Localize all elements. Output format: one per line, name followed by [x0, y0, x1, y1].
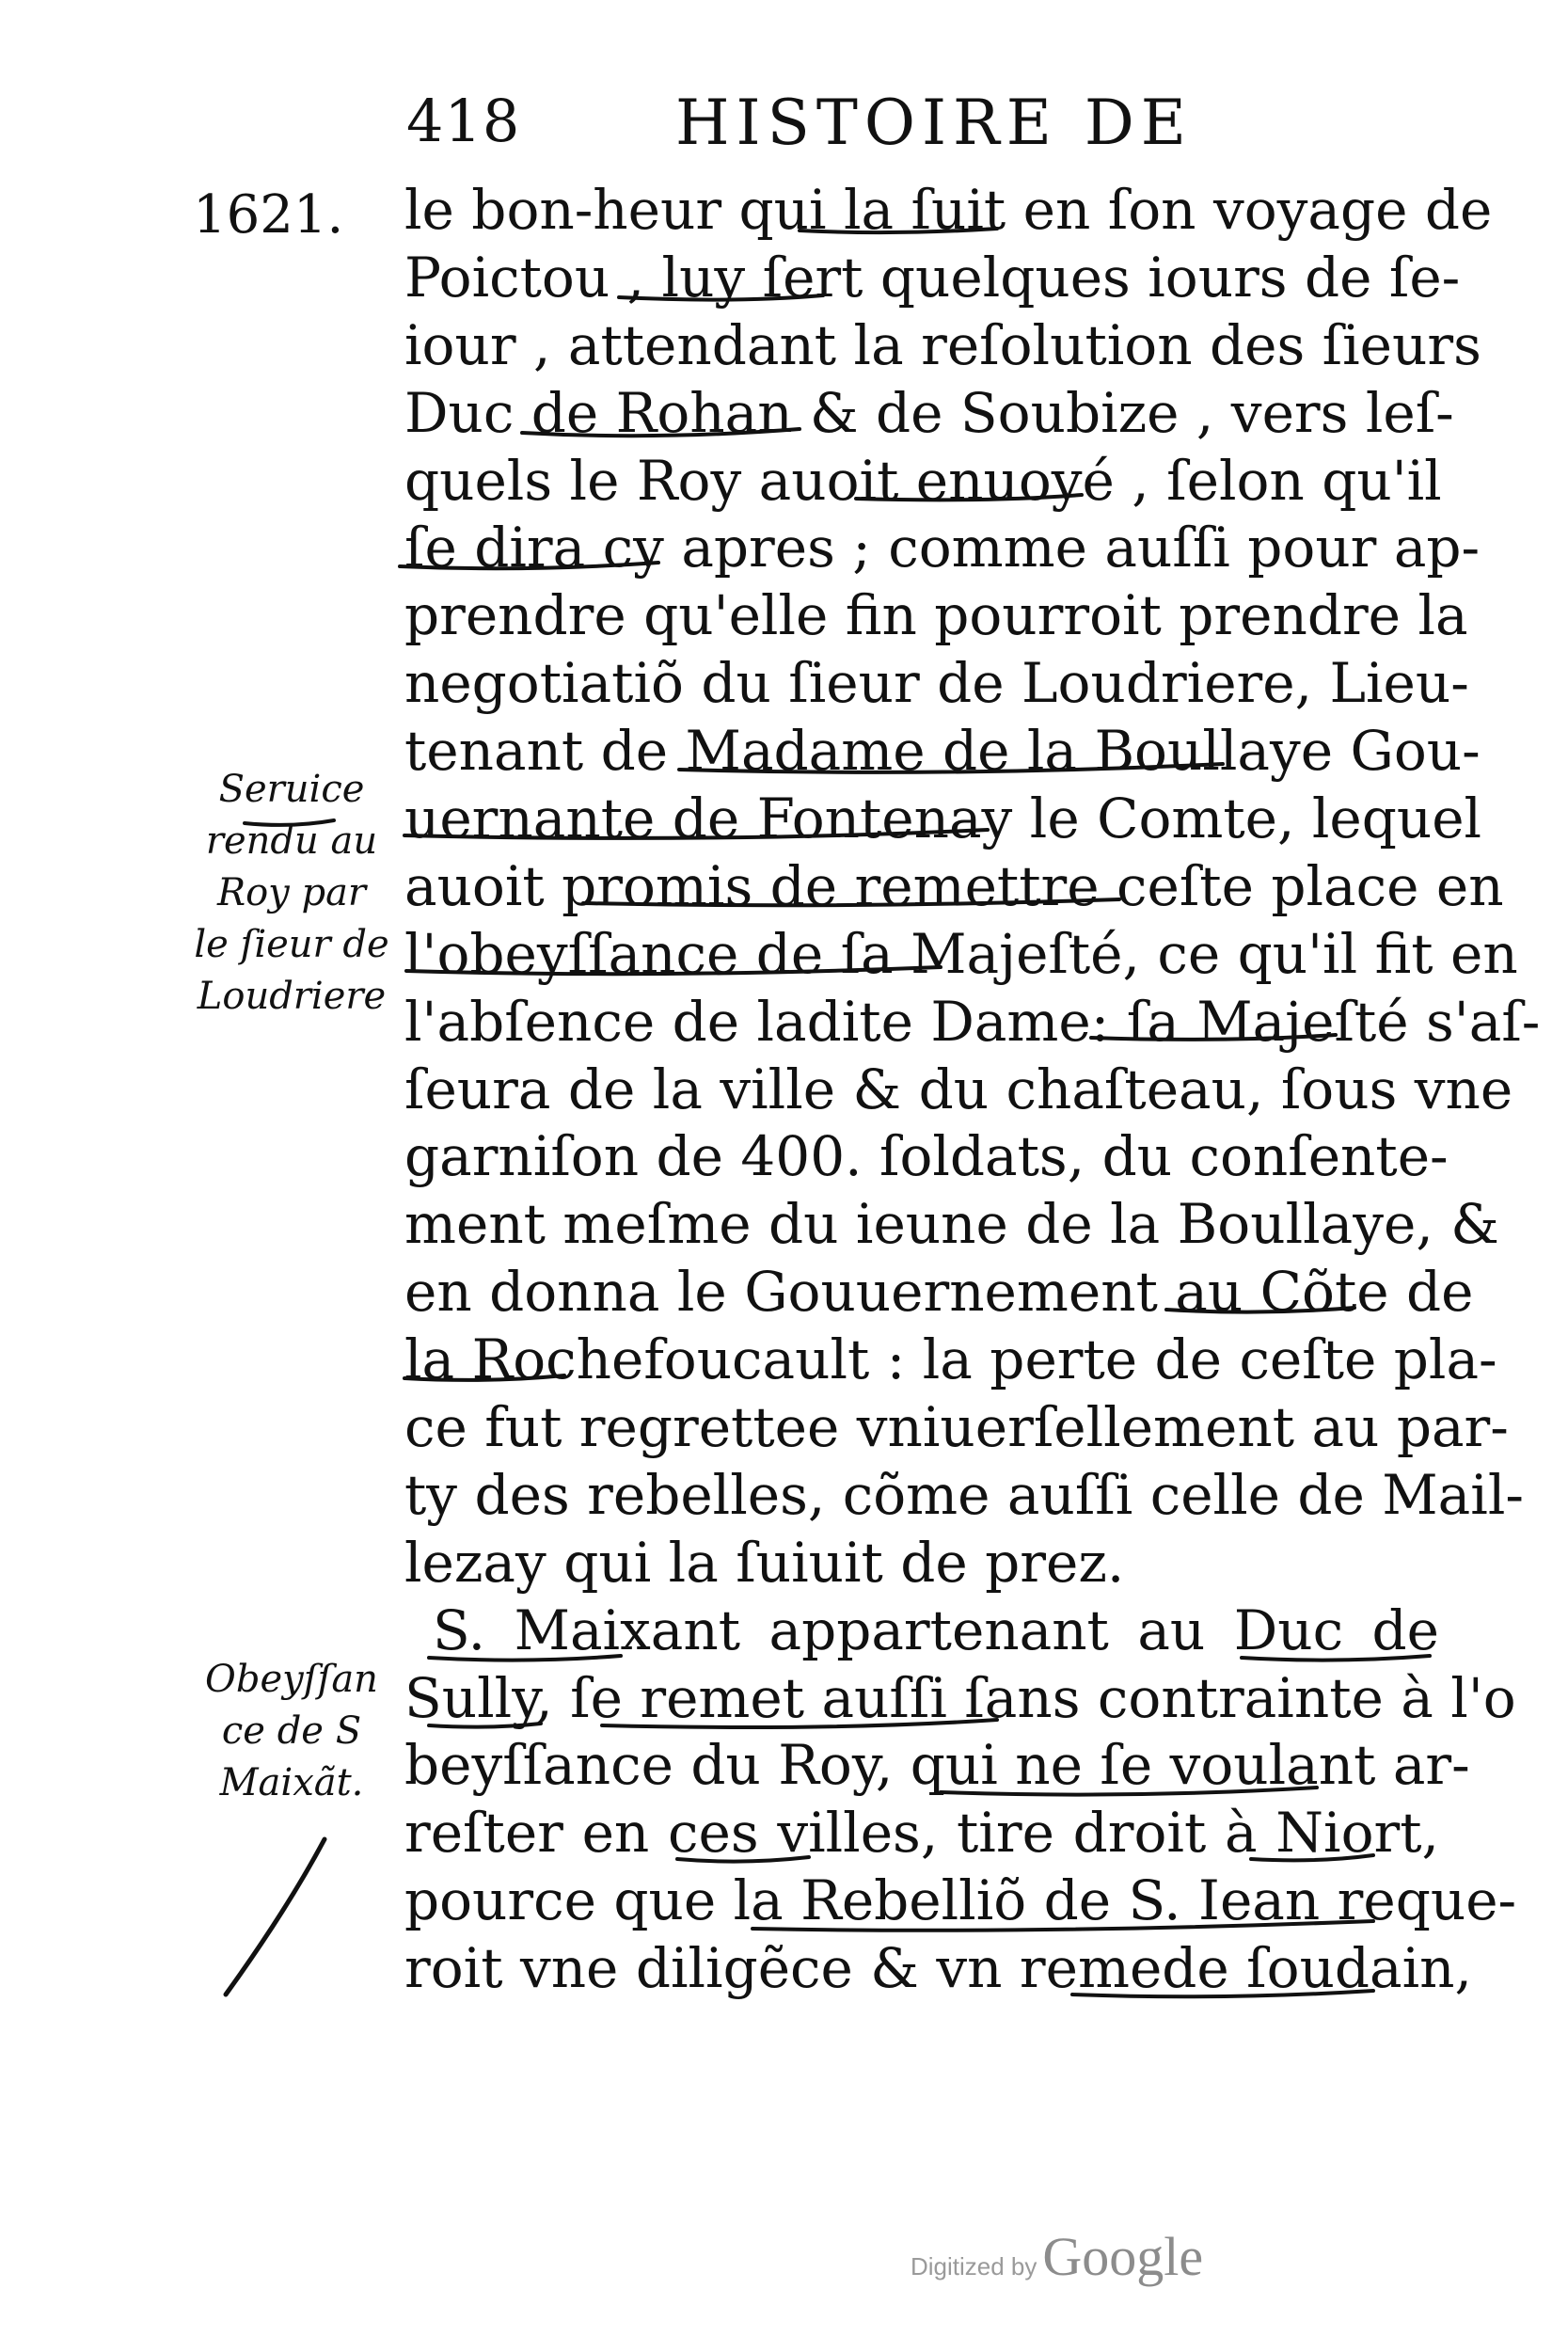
ink-underline — [679, 764, 1223, 772]
text-line: en donna le Gouuernement au Cõte de — [404, 1260, 1474, 1325]
text-line: roit vne diligẽce & vn remede ſoudain, — [404, 1936, 1472, 2001]
ink-underline — [429, 1724, 541, 1727]
ink-underline — [429, 1656, 621, 1661]
ink-underline — [752, 1921, 1373, 1931]
text-line: ce fut regrettee vniuerſellement au par- — [404, 1395, 1509, 1460]
text-line: prendre qu'elle fin pourroit prendre la — [404, 583, 1468, 648]
text-line: l'abſence de ladite Dame: ſa Majeſté s'aſ- — [404, 989, 1541, 1054]
digitized-by-label: Digitized by — [911, 2252, 1037, 2280]
text-line: ſeura de la ville & du chaſteau, ſous vne — [404, 1057, 1513, 1121]
running-title: HISTOIRE DE — [675, 87, 1193, 159]
text-line: S. Maixant appartenant au Duc de — [433, 1597, 1439, 1662]
google-logo: Google — [1042, 2226, 1204, 2287]
text-line: la Rochefoucault : la perte de ceſte pla- — [404, 1327, 1497, 1392]
text-line: ment meſme du ieune de la Boullaye, & — [404, 1192, 1499, 1257]
text-line: reſter en ces villes, tire droit à Niort, — [404, 1801, 1439, 1866]
margin-note-line: Seruice — [218, 768, 365, 811]
text-line: Sully, ſe remet auſſi ſans contrainte à l'o — [404, 1665, 1516, 1730]
year-marker: 1621. — [193, 184, 344, 246]
margin-note-line: rendu au — [205, 819, 378, 863]
text-line: quels le Roy auoit enuoyé , ſelon qu'il — [404, 448, 1442, 513]
text-line: pource que la Rebelliõ de S. Iean reque- — [404, 1868, 1517, 1933]
ink-underline — [245, 820, 334, 825]
ink-underline — [1242, 1656, 1430, 1661]
text-line: lezay qui la ſuiuit de prez. — [404, 1530, 1125, 1595]
text-line: Duc de Rohan & de Soubize , vers leſ- — [404, 380, 1454, 445]
ink-underline — [404, 830, 988, 838]
margin-note-line: Loudriere — [197, 975, 387, 1018]
ink-underline — [602, 1720, 997, 1727]
page-number: 418 — [406, 87, 521, 155]
ink-underline — [1166, 1308, 1354, 1312]
text-line: garniſon de 400. ſoldats, du conſente- — [404, 1124, 1449, 1189]
ink-underline — [800, 229, 997, 232]
ink-underline — [404, 1375, 564, 1380]
text-line: ty des rebelles, cõme auſſi celle de Mail- — [404, 1462, 1524, 1527]
text-line: uernante de Fontenay le Comte, lequel — [404, 787, 1482, 851]
ink-underline — [1091, 1035, 1336, 1040]
ink-underline — [583, 899, 1119, 905]
margin-note-line: ce de S — [221, 1709, 362, 1753]
ink-underline — [406, 967, 941, 974]
ink-underline — [619, 295, 823, 300]
digitization-credit — [911, 2225, 1203, 2288]
ink-underline — [856, 495, 1082, 500]
ink-underline — [677, 1857, 809, 1862]
text-line: l'obeyſſance de ſa Majeſté, ce qu'il fit en — [404, 921, 1518, 986]
ink-underline — [941, 1788, 1317, 1795]
text-line: negotiatiõ du ſieur de Loudriere, Lieu- — [404, 651, 1469, 716]
margin-note-line: Obeyſſan — [205, 1658, 378, 1701]
ink-underline — [400, 563, 658, 568]
ink-stroke — [226, 1839, 325, 1994]
text-line: ſe dira cy apres ; comme auſſi pour ap- — [404, 516, 1481, 580]
text-line: tenant de Madame de la Boullaye Gou- — [404, 719, 1481, 784]
margin-note-line: Maixãt. — [219, 1761, 364, 1804]
text-line: Poictou , luy ſert quelques iours de ſe- — [404, 245, 1461, 310]
margin-note-line: Roy par — [216, 871, 367, 914]
text-line: auoit promis de remettre ceſte place en — [404, 853, 1504, 918]
margin-note-line: le ſieur de — [194, 923, 389, 966]
ink-underline — [1072, 1991, 1373, 1996]
text-line: beyſſance du Roy, qui ne ſe voulant ar- — [404, 1733, 1470, 1798]
text-line: iour , attendant la reſolution des ſieurs — [404, 312, 1481, 377]
ink-underline — [522, 429, 800, 436]
text-line: le bon-heur qui la ſuit en ſon voyage de — [404, 178, 1493, 242]
ink-underline — [1251, 1855, 1373, 1860]
